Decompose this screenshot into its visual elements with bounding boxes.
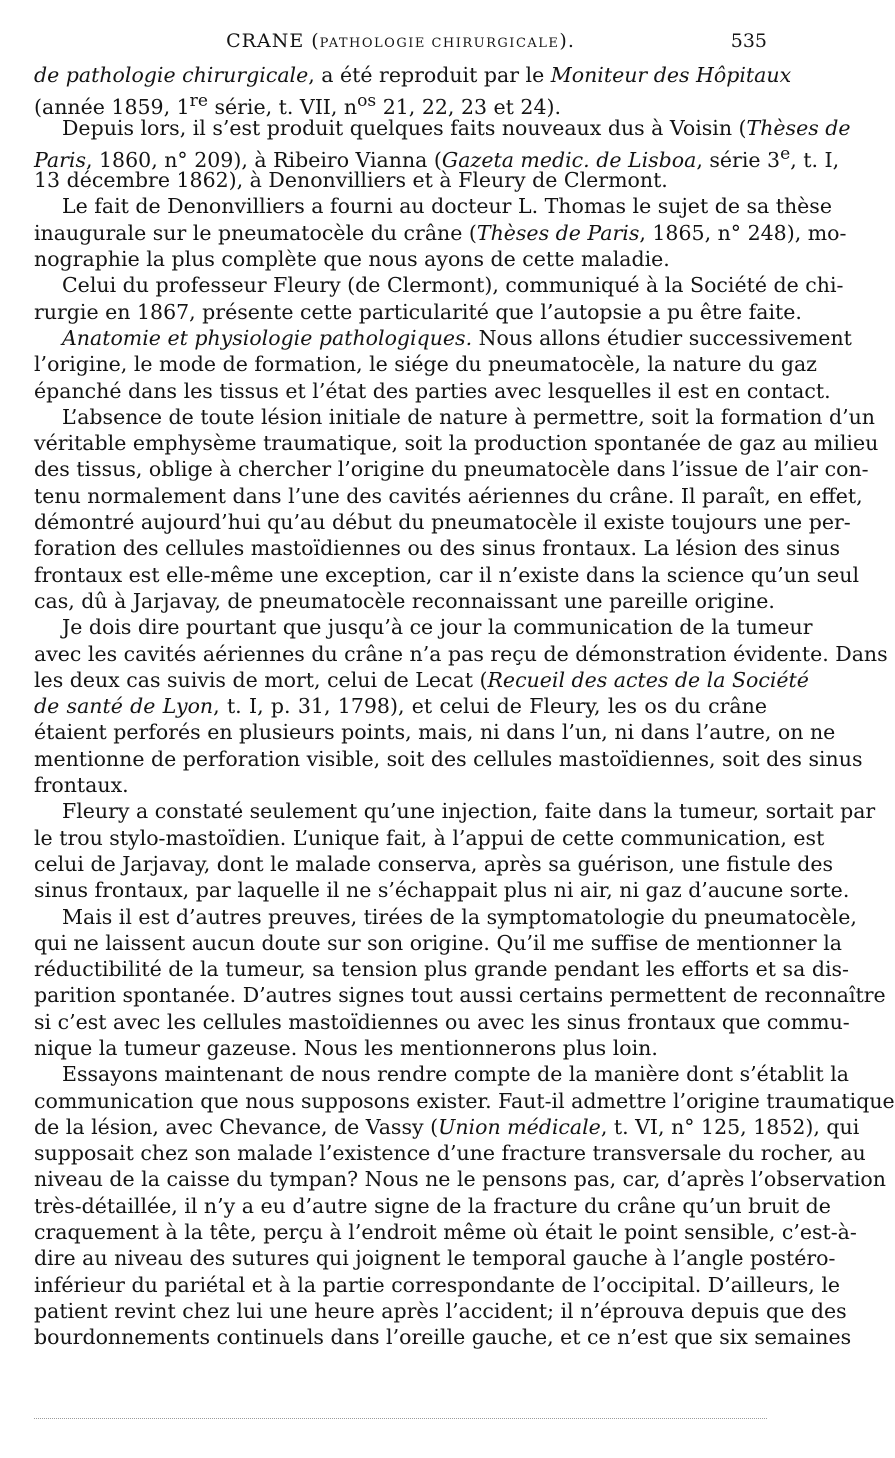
text-line: bourdonnements continuels dans l’oreille gauche, et ce n’est que six semaines bbox=[34, 1325, 852, 1350]
text-line: niveau de la caisse du tympan? Nous ne le pensons pas, car, d’après l’observation bbox=[34, 1167, 886, 1192]
text-line: L’absence de toute lésion initiale de nature à permettre, soit la formation d’un bbox=[62, 404, 875, 429]
text-line: Anatomie et physiologie pathologiques. Nous allons étudier successivement bbox=[62, 325, 852, 350]
text-line: nographie la plus complète que nous ayons de cette maladie. bbox=[34, 247, 670, 272]
text-line: Je dois dire pourtant que jusqu’à ce jour la communication de la tumeur bbox=[62, 615, 813, 640]
text-line: le trou stylo-mastoïdien. L’unique fait, à l’appui de cette communication, est bbox=[34, 825, 825, 850]
text-line: supposait chez son malade l’existence d’une fracture transversale du rocher, au bbox=[34, 1141, 866, 1166]
text-line: véritable emphysème traumatique, soit la production spontanée de gaz au milieu bbox=[34, 431, 879, 456]
text-line: de santé de Lyon, t. I, p. 31, 1798), et celui de Fleury, les os du crâne bbox=[34, 694, 767, 719]
text-line: Mais il est d’autres preuves, tirées de la symptomatologie du pneumatocèle, bbox=[62, 904, 857, 929]
body-text bbox=[34, 62, 895, 1351]
text-line: patient revint chez lui une heure après l’accident; il n’éprouva depuis que des bbox=[34, 1298, 847, 1323]
text-line: Essayons maintenant de nous rendre compte de la manière dont s’établit la bbox=[62, 1062, 849, 1087]
text-line: de la lésion, avec Chevance, de Vassy (Union médicale, t. VI, n° 125, 1852), qui bbox=[34, 1114, 860, 1139]
text-line: réductibilité de la tumeur, sa tension plus grande pendant les efforts et sa dis- bbox=[34, 957, 849, 982]
text-line: 13 décembre 1862), à Denonvilliers et à Fleury de Clermont. bbox=[34, 168, 668, 193]
text-line: Fleury a constaté seulement qu’une injection, faite dans la tumeur, sortait par bbox=[62, 799, 876, 824]
text-line: cas, dû à Jarjavay, de pneumatocèle reconnaissant une pareille origine. bbox=[34, 588, 775, 613]
text-line: très-détaillée, il n’y a eu d’autre signe de la fracture du crâne qu’un bruit de bbox=[34, 1193, 831, 1218]
text-line: l’origine, le mode de formation, le siége du pneumatocèle, la nature du gaz bbox=[34, 352, 817, 377]
text-line: de pathologie chirurgicale, a été reproduit par le Moniteur des Hôpitaux bbox=[34, 63, 792, 87]
text-line: les deux cas suivis de mort, celui de Lecat (Recueil des actes de la Société bbox=[34, 667, 809, 692]
running-head bbox=[34, 30, 767, 52]
text-line: inaugurale sur le pneumatocèle du crâne (Thèses de Paris, 1865, n° 248), mo- bbox=[34, 220, 847, 245]
text-line: (année 1859, 1re série, t. VII, $n^{os}$ 21, 22, 23 et 24). bbox=[34, 91, 562, 120]
text-line: nique la tumeur gazeuse. Nous les mentionnerons plus loin. bbox=[34, 1035, 658, 1060]
text-line: Le fait de Denonvilliers a fourni au docteur L. Thomas le sujet de sa thèse bbox=[62, 194, 832, 219]
text-line: celui de Jarjavay, dont le malade conserva, après sa guérison, une fistule des bbox=[34, 851, 834, 876]
text-line: si c’est avec les cellules mastoïdiennes ou avec les sinus frontaux que commu- bbox=[34, 1009, 850, 1034]
text-line: sinus frontaux, par laquelle il ne s’échappait plus ni air, ni gaz d’aucune sorte. bbox=[34, 878, 850, 903]
text-line: dire au niveau des sutures qui joignent le temporal gauche à l’angle postéro- bbox=[34, 1246, 836, 1271]
text-line: Paris, 1860, n° 209), à Ribeiro Vianna (Gazeta medic. de Lisboa, série 3e, t. I, bbox=[34, 143, 840, 172]
text-line: rurgie en 1867, présente cette particularité que l’autopsie a pu être faite. bbox=[34, 299, 802, 324]
text-line: étaient perforés en plusieurs points, mais, ni dans l’un, ni dans l’autre, on ne bbox=[34, 720, 836, 745]
page-header bbox=[34, 30, 767, 60]
text-line: démontré aujourd’hui qu’au début du pneumatocèle il existe toujours une per- bbox=[34, 510, 851, 535]
text-line: frontaux. bbox=[34, 773, 129, 798]
text-line: inférieur du pariétal et à la partie correspondante de l’occipital. D’ailleurs, le bbox=[34, 1272, 841, 1297]
running-head-subtitle: PATHOLOGIE CHIRURGICALE bbox=[319, 36, 560, 51]
text-line: craquement à la tête, perçu à l’endroit même où était le point sensible, c’est-à- bbox=[34, 1220, 857, 1245]
text-line: avec les cavités aériennes du crâne n’a pas reçu de démonstration évidente. Dans bbox=[34, 641, 888, 666]
text-line: épanché dans les tissus et l’état des parties avec lesquelles il est en contact. bbox=[34, 378, 831, 403]
page-number: 535 bbox=[730, 30, 767, 52]
text-line: Celui du professeur Fleury (de Clermont), communiqué à la Société de chi- bbox=[62, 273, 844, 298]
text-line: des tissus, oblige à chercher l’origine du pneumatocèle dans l’issue de l’air con- bbox=[34, 457, 869, 482]
text-line: tenu normalement dans l’une des cavités aériennes du crâne. Il paraît, en effet, bbox=[34, 483, 863, 508]
text-line: qui ne laissent aucun doute sur son origine. Qu’il me suffise de mentionner la bbox=[34, 930, 843, 955]
text-line: mentionne de perforation visible, soit des cellules mastoïdiennes, soit des sinus bbox=[34, 746, 863, 771]
running-head-main: CRANE ( bbox=[226, 30, 320, 52]
text-line: communication que nous supposons exister. Faut-il admettre l’origine traumatique bbox=[34, 1088, 895, 1113]
text-line: foration des cellules mastoïdiennes ou des sinus frontaux. La lésion des sinus bbox=[34, 536, 840, 561]
footer-rule bbox=[34, 1418, 767, 1419]
text-line: Depuis lors, il s’est produit quelques faits nouveaux dus à Voisin (Thèses de bbox=[62, 115, 851, 140]
text-line: frontaux est elle-même une exception, car il n’existe dans la science qu’un seul bbox=[34, 562, 859, 587]
running-head-end: ). bbox=[559, 30, 575, 52]
text-line: parition spontanée. D’autres signes tout aussi certains permettent de reconnaître bbox=[34, 983, 886, 1008]
